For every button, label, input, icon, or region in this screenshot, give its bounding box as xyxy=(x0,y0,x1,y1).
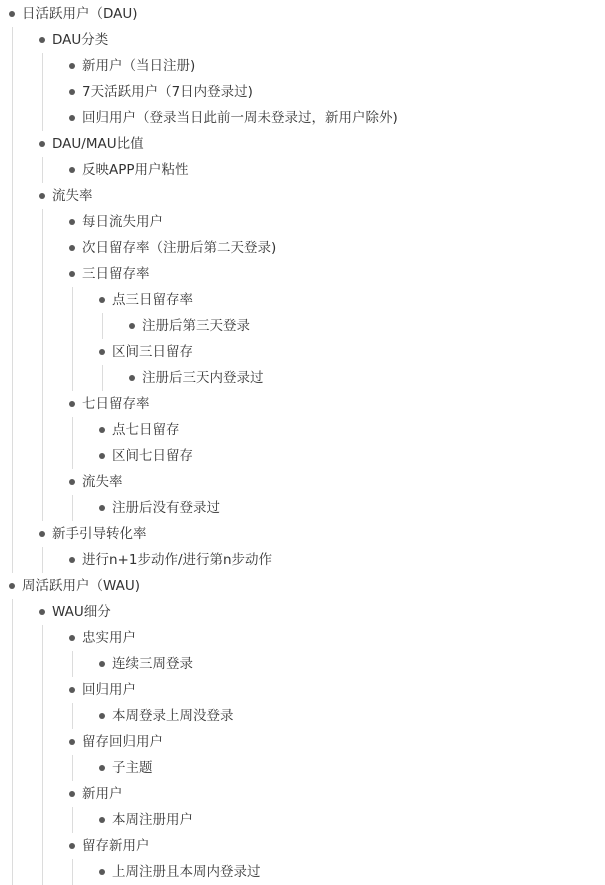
outline-item[interactable] xyxy=(0,703,605,729)
indent-guide-line xyxy=(72,703,73,729)
bullet-dot-icon[interactable] xyxy=(69,635,75,641)
outline-item[interactable] xyxy=(0,469,605,495)
outline-item-label: 本周注册用户 xyxy=(112,812,193,828)
bullet-dot-icon[interactable] xyxy=(69,687,75,693)
outline-item-label: 三日留存率 xyxy=(82,266,150,282)
outline-item[interactable] xyxy=(0,391,605,417)
outline-item-label: 区间七日留存 xyxy=(112,448,193,464)
indent-guide-line xyxy=(72,807,73,833)
outline-item-label: 7天活跃用户（7日内登录过) xyxy=(82,84,253,100)
indent-guide-line xyxy=(42,157,43,183)
outline-item[interactable] xyxy=(0,339,605,365)
bullet-dot-icon[interactable] xyxy=(99,349,105,355)
indent-guide-line xyxy=(72,651,73,677)
outline-item[interactable] xyxy=(0,599,605,625)
indent-guide-line xyxy=(72,417,73,469)
outline-item-label: DAU分类 xyxy=(52,32,109,48)
outline-item-label: 点七日留存 xyxy=(112,422,180,438)
outline-item-label: 上周注册且本周内登录过 xyxy=(112,864,261,880)
outline-item-label: 回归用户（登录当日此前一周未登录过，新用户除外) xyxy=(82,110,398,126)
outline-item-label: 次日留存率（注册后第二天登录) xyxy=(82,240,277,256)
outline-item-label: 留存新用户 xyxy=(82,838,150,854)
outline-item[interactable] xyxy=(0,521,605,547)
outline-item[interactable] xyxy=(0,1,605,27)
outline-item-label: 回归用户 xyxy=(82,682,136,698)
outline-item[interactable] xyxy=(0,27,605,53)
indent-guide-line xyxy=(72,755,73,781)
outline-item-label: 点三日留存率 xyxy=(112,292,193,308)
indent-guide-line xyxy=(12,27,13,573)
bullet-dot-icon[interactable] xyxy=(69,791,75,797)
bullet-dot-icon[interactable] xyxy=(99,453,105,459)
outline-item-label: 注册后没有登录过 xyxy=(112,500,220,516)
outline-item-label: 子主题 xyxy=(112,760,153,776)
bullet-dot-icon[interactable] xyxy=(69,63,75,69)
bullet-dot-icon[interactable] xyxy=(69,401,75,407)
bullet-dot-icon[interactable] xyxy=(99,869,105,875)
outline-item-label: 注册后三天内登录过 xyxy=(142,370,264,386)
outline-item-label: DAU/MAU比值 xyxy=(52,136,144,152)
outline-item[interactable] xyxy=(0,105,605,131)
outline-item-label: 区间三日留存 xyxy=(112,344,193,360)
outline-item[interactable] xyxy=(0,157,605,183)
outline-item[interactable] xyxy=(0,677,605,703)
outline-item[interactable] xyxy=(0,287,605,313)
outline-item-label: 进行n+1步动作/进行第n步动作 xyxy=(82,552,273,568)
outline-item-label: 七日留存率 xyxy=(82,396,150,412)
bullet-dot-icon[interactable] xyxy=(39,193,45,199)
outline-item[interactable] xyxy=(0,235,605,261)
indent-guide-line xyxy=(42,547,43,573)
bullet-dot-icon[interactable] xyxy=(69,557,75,563)
outline-item[interactable] xyxy=(0,573,605,599)
bullet-dot-icon[interactable] xyxy=(99,297,105,303)
outline-item-label: WAU细分 xyxy=(52,604,111,620)
bullet-dot-icon[interactable] xyxy=(69,89,75,95)
outline-item[interactable] xyxy=(0,417,605,443)
outline-item-label: 忠实用户 xyxy=(82,630,136,646)
outline-item[interactable] xyxy=(0,183,605,209)
outline-item[interactable] xyxy=(0,209,605,235)
bullet-dot-icon[interactable] xyxy=(39,37,45,43)
outline-item-label: 周活跃用户（WAU) xyxy=(22,578,140,594)
outline-item[interactable] xyxy=(0,365,605,391)
outline-item[interactable] xyxy=(0,859,605,885)
indent-guide-line xyxy=(42,625,43,885)
outline-item-label: 流失率 xyxy=(82,474,123,490)
bullet-dot-icon[interactable] xyxy=(129,323,135,329)
bullet-dot-icon[interactable] xyxy=(39,609,45,615)
outline-item[interactable] xyxy=(0,651,605,677)
bullet-dot-icon[interactable] xyxy=(69,219,75,225)
outline-item[interactable] xyxy=(0,313,605,339)
bullet-dot-icon[interactable] xyxy=(129,375,135,381)
outline-item[interactable] xyxy=(0,53,605,79)
indent-guide-line xyxy=(102,365,103,391)
bullet-dot-icon[interactable] xyxy=(99,713,105,719)
bullet-dot-icon[interactable] xyxy=(99,505,105,511)
outline-item[interactable] xyxy=(0,833,605,859)
bullet-dot-icon[interactable] xyxy=(69,479,75,485)
outline-item-label: 每日流失用户 xyxy=(82,214,163,230)
outline-item[interactable] xyxy=(0,495,605,521)
outline-item[interactable] xyxy=(0,443,605,469)
outline-item-label: 本周登录上周没登录 xyxy=(112,708,234,724)
outline-item-label: 日活跃用户（DAU) xyxy=(22,6,138,22)
bullet-dot-icon[interactable] xyxy=(69,271,75,277)
outline-item-label: 反映APP用户粘性 xyxy=(82,162,189,178)
outline-item[interactable] xyxy=(0,755,605,781)
bullet-dot-icon[interactable] xyxy=(69,245,75,251)
outline-item[interactable] xyxy=(0,807,605,833)
indent-guide-line xyxy=(12,599,13,885)
indent-guide-line xyxy=(42,209,43,521)
outline-item-label: 新用户 xyxy=(82,786,123,802)
indent-guide-line xyxy=(42,53,43,131)
bullet-dot-icon[interactable] xyxy=(39,141,45,147)
outline-item-label: 新用户（当日注册) xyxy=(82,58,196,74)
bullet-dot-icon[interactable] xyxy=(99,765,105,771)
outline-item-label: 流失率 xyxy=(52,188,93,204)
outline-item[interactable] xyxy=(0,729,605,755)
outline-item[interactable] xyxy=(0,261,605,287)
outline-item-label: 新手引导转化率 xyxy=(52,526,147,542)
bullet-dot-icon[interactable] xyxy=(69,115,75,121)
outline-item-label: 连续三周登录 xyxy=(112,656,193,672)
bullet-dot-icon[interactable] xyxy=(69,739,75,745)
bullet-dot-icon[interactable] xyxy=(39,531,45,537)
bullet-dot-icon[interactable] xyxy=(99,661,105,667)
outline-item[interactable] xyxy=(0,547,605,573)
outline-item[interactable] xyxy=(0,79,605,105)
outline-item[interactable] xyxy=(0,625,605,651)
indent-guide-line xyxy=(72,287,73,391)
indent-guide-line xyxy=(72,495,73,521)
indent-guide-line xyxy=(72,859,73,885)
bullet-dot-icon[interactable] xyxy=(69,167,75,173)
outline-item-label: 留存回归用户 xyxy=(82,734,163,750)
bullet-dot-icon[interactable] xyxy=(99,427,105,433)
bullet-dot-icon[interactable] xyxy=(9,11,15,17)
outline-item[interactable] xyxy=(0,131,605,157)
bullet-dot-icon[interactable] xyxy=(9,583,15,589)
bullet-dot-icon[interactable] xyxy=(69,843,75,849)
indent-guide-line xyxy=(102,313,103,339)
bullet-dot-icon[interactable] xyxy=(99,817,105,823)
outline-item[interactable] xyxy=(0,781,605,807)
outline-item-label: 注册后第三天登录 xyxy=(142,318,250,334)
